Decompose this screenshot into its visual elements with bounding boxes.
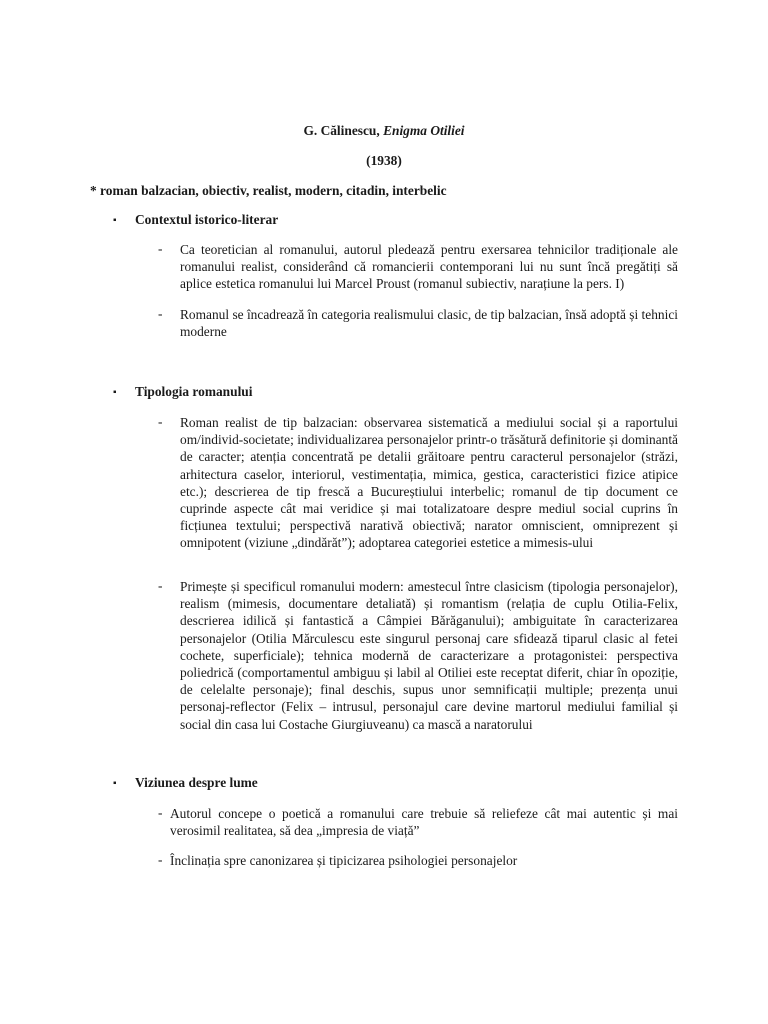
- list-item: [158, 852, 678, 869]
- dash-bullet: -: [158, 805, 163, 820]
- list-item: [158, 414, 678, 552]
- list-item-text: Înclinația spre canonizarea și tipicizarea psihologiei personajelor: [170, 853, 518, 868]
- list-item: [158, 805, 678, 839]
- dash-bullet: -: [158, 241, 163, 256]
- novel-characteristics: * roman balzacian, obiectiv, realist, modern, citadin, interbelic: [90, 183, 447, 198]
- list-item-text: Autorul concepe o poetică a romanului care trebuie să reliefeze cât mai autentic și mai verosimil realitatea, să dea „impresia de viață”: [170, 806, 678, 839]
- dash-bullet: -: [158, 414, 163, 429]
- document-title: [0, 123, 768, 139]
- dash-bullet: -: [158, 852, 163, 867]
- section-heading-context: [113, 212, 278, 228]
- section-heading-label: Tipologia romanului: [135, 384, 253, 399]
- list-item-text: Primește și specificul romanului modern: amestecul între clasicism (tipologia personajelor), realism (mimesis, documentare detaliată) și romantism (relația de cuplu Otilia-Felix, descrierea idilică și fantastică a Câmpiei Bărăganului); ambiguitate în caracterizarea personajelor (Otilia Mărculescu este singurul personaj care sfidează tiparul clasic al fetei cochete, superficiale); tehnica modernă de caracterizare a protagonistei: perspectiva poliedrică (comportamentul ambiguu și labil al Otiliei este receptat diferit, chiar în opoziție, de celelalte personaje); final deschis, supus unor semnificații multiple; prezența unui personaj-reflector (Felix – intrusul, personajul care devine martorul mediului familial și social din casa lui Costache Giurgiuveanu) ca mască a naratorului: [180, 579, 678, 732]
- dash-bullet: -: [158, 578, 163, 593]
- list-item-text: Roman realist de tip balzacian: observarea sistematică a mediului social și a raportului om/individ-societate; individualizarea personajelor printr-o trăsătură definitorie și dominantă de caracter; atenția concentrată pe detalii grăitoare pentru caracterul personajelor (străzi, arhitectura caselor, interiorul, vestimentația, mimica, gestica, caracteristici fizice atipice etc.); descrierea de tip frescă a Bucureștiului interbelic; romanul de tip document ce cuprinde aspecte cât mai veridice și mai totalizatoare despre mediul social cuprins în ficțiunea textului; perspectivă narativă obiectivă; narator omniscient, omniprezent și omnipotent (viziune „dindărăt”); adoptarea categoriei estetice a mimesis-ului: [180, 415, 678, 551]
- square-bullet-icon: ▪: [113, 215, 117, 226]
- author-name: G. Călinescu,: [303, 123, 384, 138]
- list-item: [158, 241, 678, 293]
- section-heading-label: Viziunea despre lume: [135, 775, 258, 790]
- publication-year: (1938): [366, 153, 402, 168]
- list-item: [158, 306, 678, 340]
- list-item: [158, 578, 678, 733]
- section-heading-typology: [113, 384, 252, 400]
- section-heading-worldview: [113, 775, 258, 791]
- list-item-text: Romanul se încadrează în categoria realismului clasic, de tip balzacian, însă adoptă și tehnici moderne: [180, 307, 678, 340]
- dash-bullet: -: [158, 306, 163, 321]
- list-item-text: Ca teoretician al romanului, autorul pledează pentru exersarea tehnicilor tradiționale ale romanului realist, considerând că romancierii contemporani lui nu sunt încă pregătiți să aplice estetica romanului lui Marcel Proust (romanul subiectiv, narațiune la pers. I): [180, 242, 678, 292]
- work-title: Enigma Otiliei: [383, 123, 465, 138]
- square-bullet-icon: ▪: [113, 387, 117, 398]
- section-heading-label: Contextul istorico-literar: [135, 212, 279, 227]
- square-bullet-icon: ▪: [113, 778, 117, 789]
